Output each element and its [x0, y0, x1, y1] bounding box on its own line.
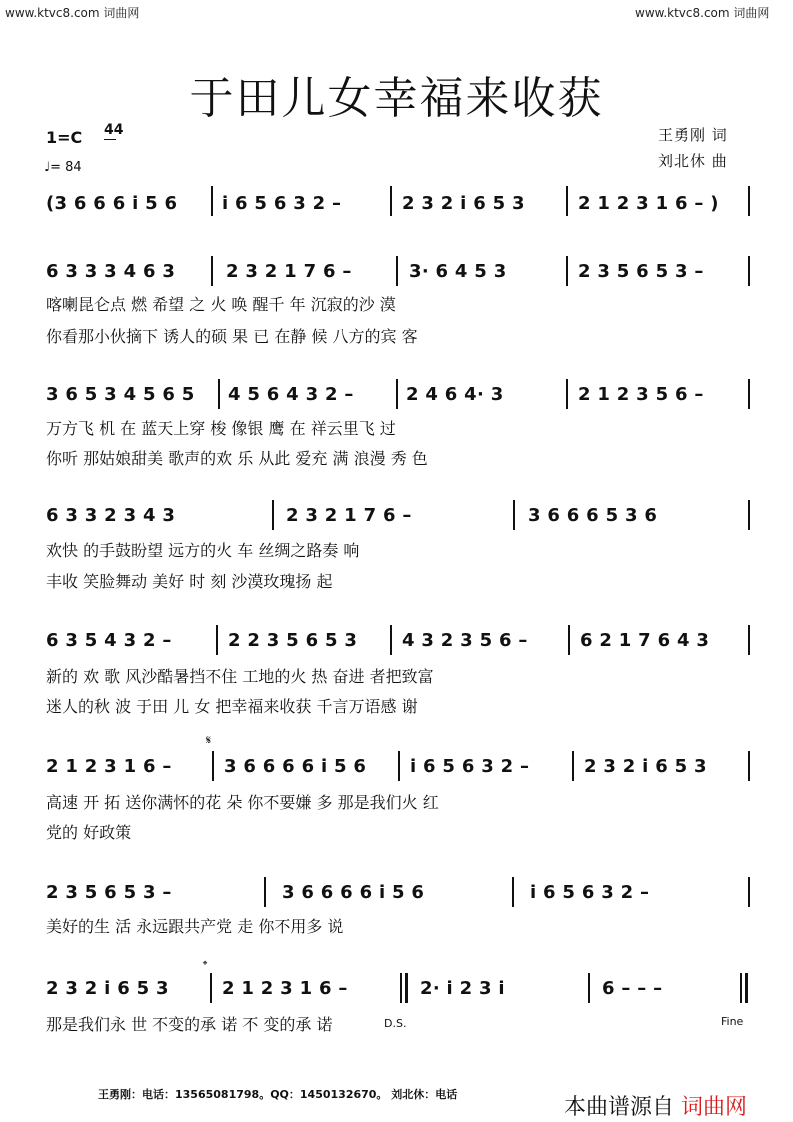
barline — [566, 186, 568, 216]
measure-notes: i 6 5 6 3 2 – — [530, 882, 650, 903]
dal-segno-mark: D.S. — [384, 1017, 407, 1030]
barline — [748, 751, 750, 781]
measure-notes: 3 6 6 6 5 3 6 — [528, 505, 658, 526]
lyricist-credit: 王勇刚 词 — [658, 126, 728, 144]
measure-notes: 2 4 6 4· 3 — [406, 384, 504, 405]
barline — [218, 379, 220, 409]
lyrics-line-1: 那是我们永 世 不变的承 诺 不 变的承 诺 — [46, 1015, 333, 1034]
measure-notes: 6 – – – — [602, 978, 663, 999]
barline — [264, 877, 266, 907]
lyrics-line-2: 迷人的秋 波 于田 儿 女 把幸福来收获 千言万语感 谢 — [46, 697, 418, 716]
lyrics-line-1: 新的 欢 歌 风沙酷暑挡不住 工地的火 热 奋进 者把致富 — [46, 667, 434, 686]
barline — [390, 186, 392, 216]
lyrics-line-1: 欢快 的手鼓盼望 远方的火 车 丝绸之路奏 响 — [46, 541, 360, 560]
measure-notes: 3 6 6 6 6 i 5 6 — [282, 882, 425, 903]
barline — [390, 625, 392, 655]
measure-notes: i 6 5 6 3 2 – — [410, 756, 530, 777]
lyrics-line-2: 丰收 笑脸舞动 美好 时 刻 沙漠玫瑰扬 起 — [46, 572, 333, 591]
measure-notes: 6 3 3 3 4 6 3 — [46, 261, 176, 282]
barline — [212, 751, 214, 781]
barline — [400, 973, 402, 1003]
barline — [512, 877, 514, 907]
final-barline-thin — [740, 973, 742, 1003]
lyrics-line-2: 你听 那姑娘甜美 歌声的欢 乐 从此 爱充 满 浪漫 秀 色 — [46, 449, 428, 468]
contact-footer: 王勇刚：电话：13565081798。QQ：1450132670。 刘北休：电话 — [98, 1088, 458, 1101]
barline — [210, 973, 212, 1003]
lyrics-line-1: 高速 开 拓 送你满怀的花 朵 你不要嫌 多 那是我们火 红 — [46, 793, 439, 812]
barline-thick — [405, 973, 408, 1003]
measure-notes: 2 1 2 3 1 6 – — [46, 756, 172, 777]
barline — [748, 500, 750, 530]
lyrics-line-1: 万方飞 机 在 蓝天上穿 梭 像银 鹰 在 祥云里飞 过 — [46, 419, 396, 438]
barline — [748, 625, 750, 655]
source-prefix: 本曲谱源自 — [564, 1095, 675, 1120]
measure-notes: i 6 5 6 3 2 – — [222, 193, 342, 214]
fine-mark: Fine — [721, 1015, 744, 1028]
measure-notes: 6 2 1 7 6 4 3 — [580, 630, 710, 651]
barline — [588, 973, 590, 1003]
coda-sign: 𝄌 — [203, 958, 208, 972]
barline — [513, 500, 515, 530]
measure-notes: 4 5 6 4 3 2 – — [228, 384, 354, 405]
final-barline-thick — [745, 973, 748, 1003]
measure-notes: 2 2 3 5 6 5 3 — [228, 630, 358, 651]
measure-notes: 3 6 6 6 6 i 5 6 — [224, 756, 367, 777]
barline — [396, 379, 398, 409]
barline — [216, 625, 218, 655]
measure-notes: 2· i 2 3 i — [420, 978, 505, 999]
measure-notes: 2 3 2 i 6 5 3 — [402, 193, 525, 214]
measure-notes: 2 3 5 6 5 3 – — [578, 261, 704, 282]
measure-notes: 6 3 5 4 3 2 – — [46, 630, 172, 651]
measure-notes: 3 6 5 3 4 5 6 5 — [46, 384, 195, 405]
measure-notes: 2 3 5 6 5 3 – — [46, 882, 172, 903]
barline — [211, 256, 213, 286]
barline — [748, 877, 750, 907]
lyrics-line-1: 喀喇昆仑点 燃 希望 之 火 唤 醒千 年 沉寂的沙 漠 — [46, 295, 396, 314]
barline — [566, 379, 568, 409]
barline — [398, 751, 400, 781]
key-signature: 1=C — [46, 128, 83, 147]
lyrics-line-1: 美好的生 活 永远跟共产党 走 你不用多 说 — [46, 917, 344, 936]
source-credit — [564, 1090, 747, 1121]
source-site-link[interactable]: 词曲网 — [681, 1095, 748, 1120]
barline — [572, 751, 574, 781]
barline — [748, 256, 750, 286]
measure-notes: 2 3 2 1 7 6 – — [286, 505, 412, 526]
measure-notes: (3 6 6 6 i 5 6 — [46, 193, 178, 214]
song-title: 于田儿女幸福来收获 — [189, 73, 604, 124]
measure-notes: 2 3 2 i 6 5 3 — [46, 978, 169, 999]
measure-notes: 2 1 2 3 1 6 – ) — [578, 193, 719, 214]
measure-notes: 2 1 2 3 1 6 – — [222, 978, 348, 999]
barline — [211, 186, 213, 216]
barline — [396, 256, 398, 286]
barline — [568, 625, 570, 655]
measure-notes: 2 3 2 1 7 6 – — [226, 261, 352, 282]
measure-notes: 3· 6 4 5 3 — [409, 261, 507, 282]
lyrics-line-2: 党的 好政策 — [46, 823, 132, 842]
barline — [272, 500, 274, 530]
lyrics-line-2: 你看那小伙摘下 诱人的硕 果 已 在静 候 八方的宾 客 — [46, 327, 418, 346]
segno-sign: 𝄋 — [206, 733, 212, 747]
measure-notes: 6 3 3 2 3 4 3 — [46, 505, 176, 526]
measure-notes: 2 1 2 3 5 6 – — [578, 384, 704, 405]
watermark-right: www.ktvc8.com 词曲网 — [635, 6, 770, 20]
barline — [748, 379, 750, 409]
barline — [566, 256, 568, 286]
composer-credit: 刘北休 曲 — [658, 152, 728, 170]
watermark-left: www.ktvc8.com 词曲网 — [5, 6, 140, 20]
measure-notes: 2 3 2 i 6 5 3 — [584, 756, 707, 777]
tempo-mark: ♩= 84 — [44, 160, 82, 175]
measure-notes: 4 3 2 3 5 6 – — [402, 630, 528, 651]
barline — [748, 186, 750, 216]
time-signature: 4 4 — [104, 122, 124, 138]
